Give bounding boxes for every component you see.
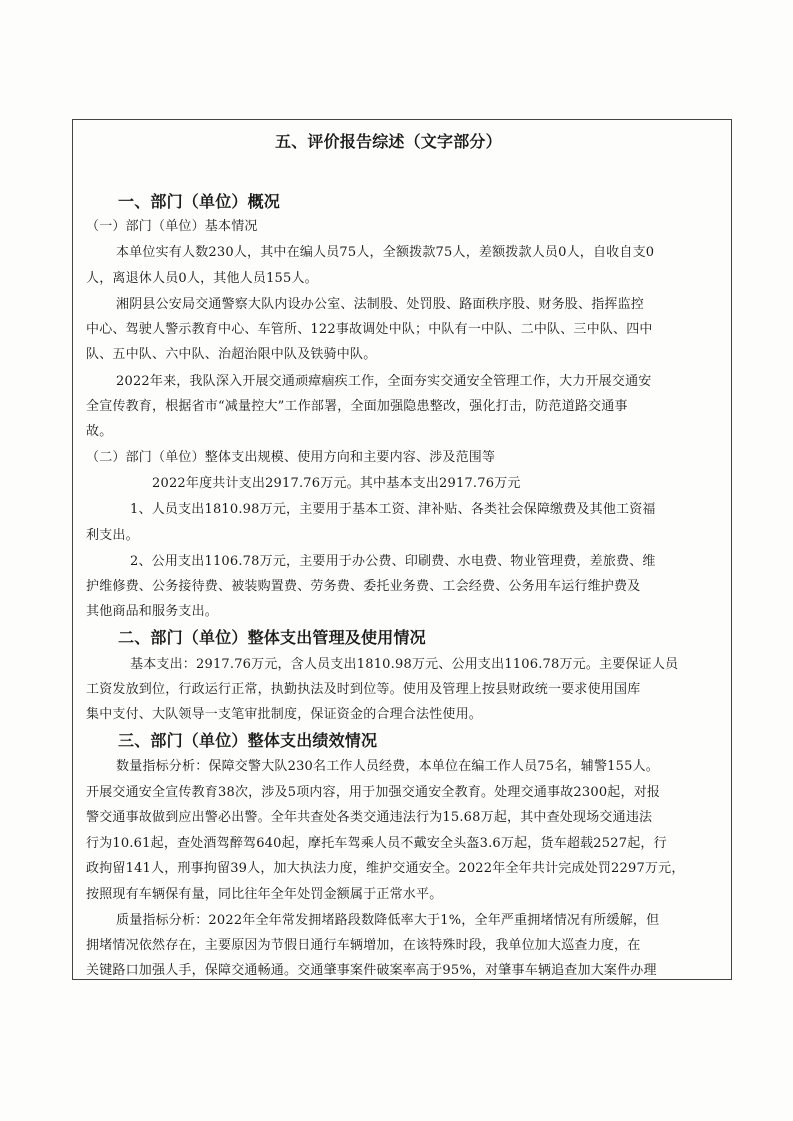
paragraph-line: 队、五中队、六中队、治超治限中队及铁骑中队。 xyxy=(86,347,377,362)
paragraph-line: 人，离退休人员0人，其他人员155人。 xyxy=(86,271,318,286)
paragraph-line: 全宣传教育，根据省市“减量控大”工作部署，全面加强隐患整改，强化打击，防范道路交通事 xyxy=(86,399,628,414)
paragraph-line: 中心、驾驶人警示教育中心、车管所、122事故调处中队；中队有一中队、二中队、三中队、四中 xyxy=(86,322,653,337)
paragraph-line: 集中支付、大队领导一支笔审批制度，保证资金的合理合法性使用。 xyxy=(86,707,483,722)
section-1-2-heading: （二）部门（单位）整体支出规模、使用方向和主要内容、涉及范围等 xyxy=(86,450,496,465)
paragraph-line: 数量指标分析：保障交警大队230名工作人员经费，本单位在编工作人员75名，辅警155人。 xyxy=(116,759,659,774)
paragraph-line: 关键路口加强人手，保障交通畅通。交通肇事案件破案率高于95%，对肇事车辆追查加大案件办理 xyxy=(86,963,657,978)
paragraph-line: 2、公用支出1106.78万元，主要用于办公费、印刷费、水电费、物业管理费，差旅费、维 xyxy=(130,554,656,569)
paragraph-line: 故。 xyxy=(86,424,113,439)
paragraph-line: 基本支出：2917.76万元，含人员支出1810.98万元、公用支出1106.78万元。主要保证人员 xyxy=(130,657,679,672)
paragraph-line: 开展交通安全宣传教育38次，涉及5项内容，用于加强交通安全教育。处理交通事故2300起，对报 xyxy=(86,785,661,800)
section-1-heading: 一、部门（单位）概况 xyxy=(118,192,281,211)
report-title: 五、评价报告综述（文字部分） xyxy=(275,132,502,151)
paragraph-line: 拥堵情况依然存在，主要原因为节假日通行车辆增加，在该特殊时段，我单位加大巡查力度，在 xyxy=(86,938,641,953)
paragraph-line: 湘阴县公安局交通警察大队内设办公室、法制股、处罚股、路面秩序股、财务股、指挥监控 xyxy=(116,297,645,312)
paragraph-line: 政拘留141人，刑事拘留39人，加大执法力度，维护交通安全。2022年全年共计完成处罚2297万元， xyxy=(86,861,685,876)
paragraph-line: 质量指标分析：2022年全年常发拥堵路段数降低率大于1%，全年严重拥堵情况有所缓解，但 xyxy=(116,913,660,928)
paragraph-line: 按照现有车辆保有量，同比往年全年处罚金额属于正常水平。 xyxy=(86,887,443,902)
paragraph-line: 2022年来，我队深入开展交通顽瘴痼疾工作，全面夯实交通安全管理工作，大力开展交通安 xyxy=(116,374,652,389)
paragraph-line: 本单位实有人数230人，其中在编人员75人，全额拨款75人，差额拨款人员0人，自收自支0 xyxy=(116,245,655,260)
paragraph-line: 工资发放到位，行政运行正常，执勤执法及时到位等。使用及管理上按县财政统一要求使用国库 xyxy=(86,682,641,697)
paragraph-line: 行为10.61起，查处酒驾醉驾640起，摩托车驾乘人员不戴安全头盔3.6万起，货车超载2527起，行 xyxy=(86,836,667,851)
paragraph-line: 警交通事故做到应出警必出警。全年共查处各类交通违法行为15.68万起，其中查处现场交通违法 xyxy=(86,810,653,825)
section-1-1-heading: （一）部门（单位）基本情况 xyxy=(86,219,258,234)
paragraph-line: 1、人员支出1810.98万元，主要用于基本工资、津补贴、各类社会保障缴费及其他工资福 xyxy=(130,502,656,517)
paragraph-line: 利支出。 xyxy=(86,528,139,543)
paragraph-line: 2022年度共计支出2917.76万元。其中基本支出2917.76万元 xyxy=(152,476,521,491)
paragraph-line: 护维修费、公务接待费、被装购置费、劳务费、委托业务费、工会经费、公务用车运行维护费及 xyxy=(86,579,641,594)
section-2-heading: 二、部门（单位）整体支出管理及使用情况 xyxy=(118,628,426,647)
section-3-heading: 三、部门（单位）整体支出绩效情况 xyxy=(118,731,378,750)
paragraph-line: 其他商品和服务支出。 xyxy=(86,604,219,619)
